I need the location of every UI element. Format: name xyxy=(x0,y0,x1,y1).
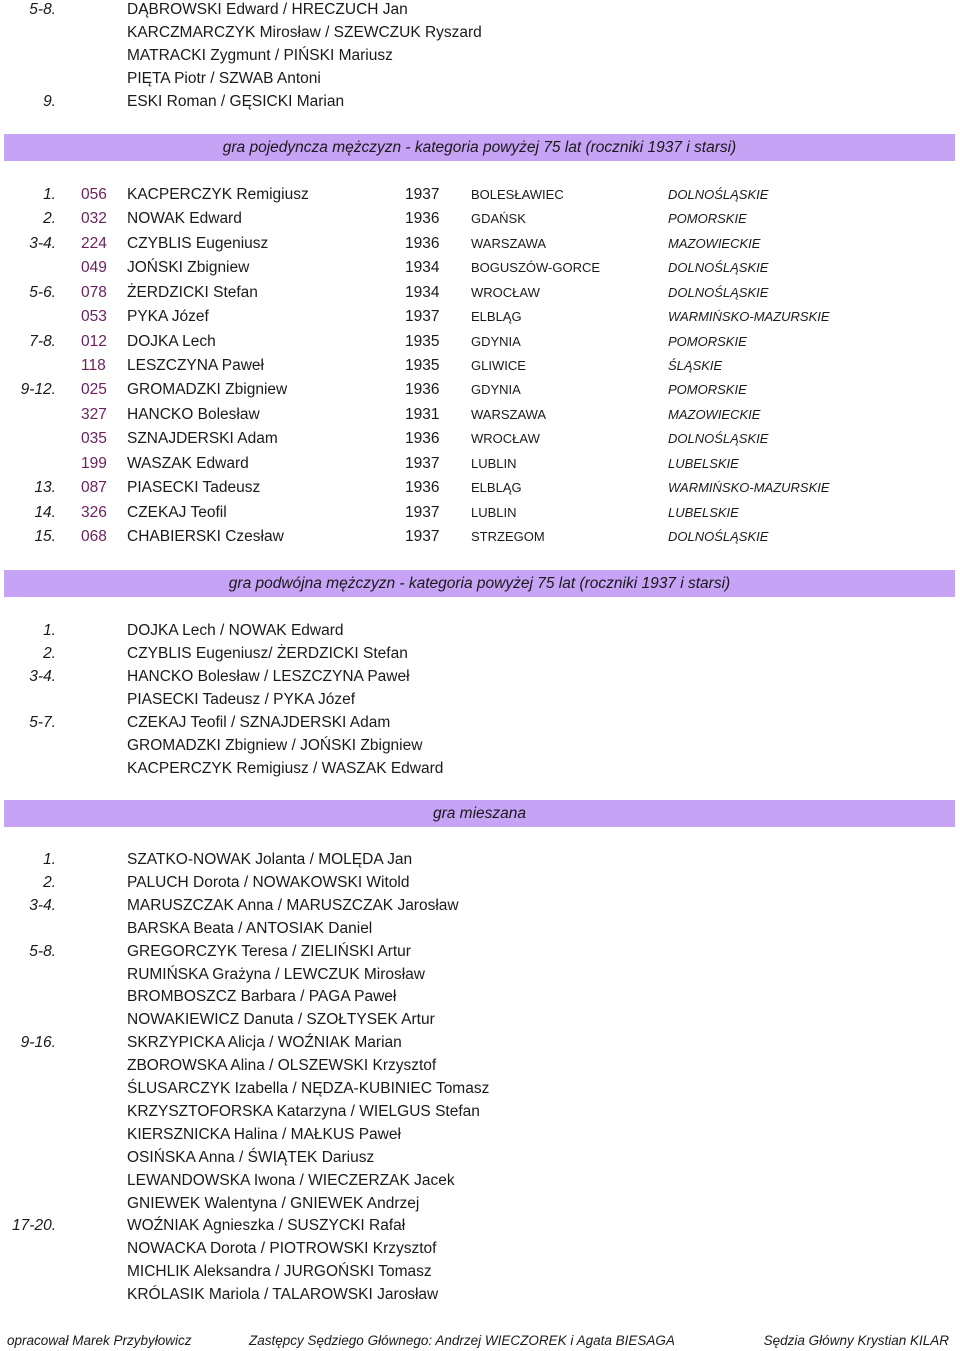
rank-label: 17-20. xyxy=(12,1217,56,1235)
player-row xyxy=(0,305,960,328)
birth-year: 1937 xyxy=(405,528,440,546)
rank-label: 1. xyxy=(43,622,56,639)
birth-year: 1934 xyxy=(405,259,440,277)
region: POMORSKIE xyxy=(668,333,747,349)
birth-year: 1937 xyxy=(405,454,440,472)
player-code: 053 xyxy=(81,308,107,326)
pair-row xyxy=(0,44,960,67)
birth-year: 1936 xyxy=(405,234,440,252)
region: LUBELSKIE xyxy=(668,455,739,471)
rank-label: 1. xyxy=(43,186,56,203)
player-row xyxy=(0,330,960,353)
player-code: 087 xyxy=(81,479,107,497)
pair-row xyxy=(0,894,960,917)
city: BOGUSZÓW-GORCE xyxy=(471,260,601,276)
pair-names: PIASECKI Tadeusz / PYKA Józef xyxy=(127,690,356,708)
pair-row xyxy=(0,1008,960,1031)
pair-row xyxy=(0,90,960,113)
city: GLIWICE xyxy=(471,358,526,373)
player-code: 224 xyxy=(81,234,107,252)
rank-label: 5-8. xyxy=(29,1,56,18)
birth-year: 1936 xyxy=(405,479,440,497)
pair-names: BARSKA Beata / ANTOSIAK Daniel xyxy=(127,919,373,937)
pair-row xyxy=(0,711,960,734)
rank-label: 5-7. xyxy=(29,713,56,731)
rank-label: 7-8. xyxy=(29,332,56,350)
player-name: JOŃSKI Zbigniew xyxy=(127,259,250,277)
player-row xyxy=(0,281,960,304)
city: ELBLĄG xyxy=(471,480,522,496)
region: DOLNOŚLĄSKIE xyxy=(668,431,769,447)
city: LUBLIN xyxy=(471,455,517,471)
region: DOLNOŚLĄSKIE xyxy=(668,187,769,202)
pair-names: ZBOROWSKA Alina / OLSZEWSKI Krzysztof xyxy=(127,1057,437,1075)
birth-year: 1937 xyxy=(405,308,440,326)
pair-names: NOWACKA Dorota / PIOTROWSKI Krzysztof xyxy=(127,1240,437,1258)
player-code: 118 xyxy=(81,357,106,374)
rank-label: 9. xyxy=(43,93,56,111)
pair-names: DĄBROWSKI Edward / HRECZUCH Jan xyxy=(127,1,408,18)
rank-label: 14. xyxy=(34,503,56,521)
pair-names: KRÓLASIK Mariola / TALAROWSKI Jarosław xyxy=(127,1286,439,1304)
city: GDYNIA xyxy=(471,333,521,349)
player-row xyxy=(0,501,960,524)
player-row xyxy=(0,452,960,475)
player-row xyxy=(0,183,960,206)
pair-names: SZATKO-NOWAK Jolanta / MOLĘDA Jan xyxy=(127,851,413,868)
pair-names: NOWAKIEWICZ Danuta / SZOŁTYSEK Artur xyxy=(127,1011,435,1029)
birth-year: 1935 xyxy=(405,332,440,350)
pair-row xyxy=(0,688,960,711)
region: LUBELSKIE xyxy=(668,504,739,520)
player-code: 199 xyxy=(81,454,107,472)
pair-row xyxy=(0,665,960,688)
pair-row xyxy=(0,21,960,44)
pair-names: HANCKO Bolesław / LESZCZYNA Paweł xyxy=(127,667,410,685)
pair-names: KARCZMARCZYK Mirosław / SZEWCZUK Ryszard xyxy=(127,24,482,42)
city: GDAŃSK xyxy=(471,211,526,227)
footer-chief-referee: Sędzia Główny Krystian KILAR xyxy=(763,1333,949,1348)
player-row xyxy=(0,232,960,255)
player-name: SZNAJDERSKI Adam xyxy=(127,430,278,448)
pair-names: KIERSZNICKA Halina / MAŁKUS Paweł xyxy=(127,1125,401,1143)
region: MAZOWIECKIE xyxy=(668,235,761,251)
region: DOLNOŚLĄSKIE xyxy=(668,284,769,300)
region: DOLNOŚLĄSKIE xyxy=(668,529,769,545)
pair-row xyxy=(0,1054,960,1077)
player-name: DOJKA Lech xyxy=(127,332,216,350)
birth-year: 1935 xyxy=(405,357,440,374)
pair-row xyxy=(0,1169,960,1192)
pair-names: DOJKA Lech / NOWAK Edward xyxy=(127,622,344,639)
pair-names: ŚLUSARCZYK Izabella / NĘDZA-KUBINIEC Tomasz xyxy=(127,1080,490,1097)
pair-names: OSIŃSKA Anna / ŚWIĄTEK Dariusz xyxy=(127,1148,375,1166)
player-code: 326 xyxy=(81,503,107,521)
player-name: LESZCZYNA Paweł xyxy=(127,357,264,374)
rank-label: 2. xyxy=(43,644,56,662)
rank-label: 3-4. xyxy=(29,896,56,914)
player-name: CHABIERSKI Czesław xyxy=(127,528,284,546)
footer-author: opracował Marek Przybyłowicz xyxy=(7,1333,192,1348)
player-name: PIASECKI Tadeusz xyxy=(127,479,261,497)
pair-row xyxy=(0,940,960,963)
player-row xyxy=(0,403,960,426)
pair-names: MICHLIK Aleksandra / JURGOŃSKI Tomasz xyxy=(127,1263,432,1281)
pair-names: KRZYSZTOFORSKA Katarzyna / WIELGUS Stefan xyxy=(127,1102,480,1120)
footer-deputy-referees: Zastępcy Sędziego Głównego: Andrzej WIECZOREK i Agata BIESAGA xyxy=(249,1333,675,1348)
player-name: WASZAK Edward xyxy=(127,454,249,472)
pair-names: CZEKAJ Teofil / SZNAJDERSKI Adam xyxy=(127,713,391,731)
player-row xyxy=(0,378,960,401)
pair-row xyxy=(0,871,960,894)
pair-names: GROMADZKI Zbigniew / JOŃSKI Zbigniew xyxy=(127,736,423,754)
player-name: KACPERCZYK Remigiusz xyxy=(127,186,309,203)
pair-names: BROMBOSZCZ Barbara / PAGA Paweł xyxy=(127,988,397,1006)
birth-year: 1936 xyxy=(405,381,440,399)
birth-year: 1937 xyxy=(405,503,440,521)
player-code: 327 xyxy=(81,405,107,423)
city: STRZEGOM xyxy=(471,529,545,545)
pair-names: GNIEWEK Walentyna / GNIEWEK Andrzej xyxy=(127,1194,420,1212)
rank-label: 2. xyxy=(43,873,56,891)
rank-label: 13. xyxy=(34,479,56,497)
pair-names: RUMIŃSKA Grażyna / LEWCZUK Mirosław xyxy=(127,965,425,983)
city: WROCŁAW xyxy=(471,431,540,447)
mixed-section-header: gra mieszana xyxy=(4,800,955,827)
pair-names: LEWANDOWSKA Iwona / WIECZERZAK Jacek xyxy=(127,1171,455,1189)
pair-row xyxy=(0,1283,960,1306)
city: GDYNIA xyxy=(471,382,521,398)
birth-year: 1937 xyxy=(405,186,440,203)
pair-row xyxy=(0,67,960,90)
pair-names: MATRACKI Zygmunt / PIŃSKI Mariusz xyxy=(127,47,393,65)
pair-row xyxy=(0,619,960,642)
player-row xyxy=(0,476,960,499)
rank-label: 9-16. xyxy=(20,1034,56,1052)
pair-row xyxy=(0,1100,960,1123)
pair-row xyxy=(0,1214,960,1237)
player-name: HANCKO Bolesław xyxy=(127,405,260,423)
pair-row xyxy=(0,0,960,21)
pair-row xyxy=(0,1146,960,1169)
player-row xyxy=(0,256,960,279)
rank-label: 9-12. xyxy=(20,381,56,399)
player-row xyxy=(0,207,960,230)
player-code: 049 xyxy=(81,259,107,277)
pair-names: MARUSZCZAK Anna / MARUSZCZAK Jarosław xyxy=(127,896,459,914)
player-code: 012 xyxy=(81,332,107,350)
player-code: 035 xyxy=(81,430,107,448)
player-name: CZYBLIS Eugeniusz xyxy=(127,234,269,252)
region: DOLNOŚLĄSKIE xyxy=(668,260,769,276)
rank-label: 5-6. xyxy=(29,283,56,301)
city: WROCŁAW xyxy=(471,284,540,300)
rank-label: 1. xyxy=(43,851,56,868)
pair-row xyxy=(0,1260,960,1283)
player-code: 068 xyxy=(81,528,107,546)
pair-names: CZYBLIS Eugeniusz/ ŻERDZICKI Stefan xyxy=(127,644,408,662)
birth-year: 1936 xyxy=(405,430,440,448)
region: POMORSKIE xyxy=(668,382,747,398)
player-code: 032 xyxy=(81,210,107,228)
pair-names: WOŹNIAK Agnieszka / SUSZYCKI Rafał xyxy=(127,1217,406,1235)
pair-names: PALUCH Dorota / NOWAKOWSKI Witold xyxy=(127,873,410,891)
rank-label: 5-8. xyxy=(29,942,56,960)
pair-names: SKRZYPICKA Alicja / WOŹNIAK Marian xyxy=(127,1034,402,1052)
player-name: ŻERDZICKI Stefan xyxy=(127,283,258,301)
rank-label: 15. xyxy=(34,528,56,546)
rank-label: 3-4. xyxy=(29,234,56,252)
region: WARMIŃSKO-MAZURSKIE xyxy=(668,480,830,496)
city: ELBLĄG xyxy=(471,309,522,325)
pair-row xyxy=(0,642,960,665)
pair-row xyxy=(0,848,960,871)
pair-row xyxy=(0,1031,960,1054)
region: ŚLĄSKIE xyxy=(668,358,723,373)
birth-year: 1931 xyxy=(405,405,440,423)
player-code: 078 xyxy=(81,283,107,301)
city: WARSZAWA xyxy=(471,406,547,422)
pair-row xyxy=(0,917,960,940)
city: BOLESŁAWIEC xyxy=(471,187,564,202)
pair-names: KACPERCZYK Remigiusz / WASZAK Edward xyxy=(127,759,444,777)
region: MAZOWIECKIE xyxy=(668,406,761,422)
pair-row xyxy=(0,757,960,780)
singles-section-header: gra pojedyncza mężczyzn - kategoria powyżej 75 lat (roczniki 1937 i starsi) xyxy=(4,134,955,161)
player-code: 025 xyxy=(81,381,107,399)
player-code: 056 xyxy=(81,186,107,203)
player-name: CZEKAJ Teofil xyxy=(127,503,227,521)
rank-label: 3-4. xyxy=(29,667,56,685)
player-name: NOWAK Edward xyxy=(127,210,242,228)
pair-row xyxy=(0,734,960,757)
pair-row xyxy=(0,963,960,986)
region: WARMIŃSKO-MAZURSKIE xyxy=(668,309,830,325)
city: LUBLIN xyxy=(471,504,517,520)
doubles-section-header: gra podwójna mężczyzn - kategoria powyżej 75 lat (roczniki 1937 i starsi) xyxy=(4,570,955,597)
birth-year: 1934 xyxy=(405,283,440,301)
pair-row xyxy=(0,1192,960,1215)
player-row xyxy=(0,525,960,548)
pair-names: GREGORCZYK Teresa / ZIELIŃSKI Artur xyxy=(127,942,411,960)
pair-row xyxy=(0,985,960,1008)
region: POMORSKIE xyxy=(668,211,747,227)
player-name: GROMADZKI Zbigniew xyxy=(127,381,288,399)
pair-names: ESKI Roman / GĘSICKI Marian xyxy=(127,93,345,111)
birth-year: 1936 xyxy=(405,210,440,228)
player-name: PYKA Józef xyxy=(127,308,209,326)
rank-label: 2. xyxy=(43,210,56,228)
pair-row xyxy=(0,1077,960,1100)
pair-row xyxy=(0,1123,960,1146)
pair-names: PIĘTA Piotr / SZWAB Antoni xyxy=(127,70,321,88)
city: WARSZAWA xyxy=(471,235,547,251)
player-row xyxy=(0,427,960,450)
pair-row xyxy=(0,1237,960,1260)
footer xyxy=(0,1331,960,1351)
player-row xyxy=(0,354,960,377)
